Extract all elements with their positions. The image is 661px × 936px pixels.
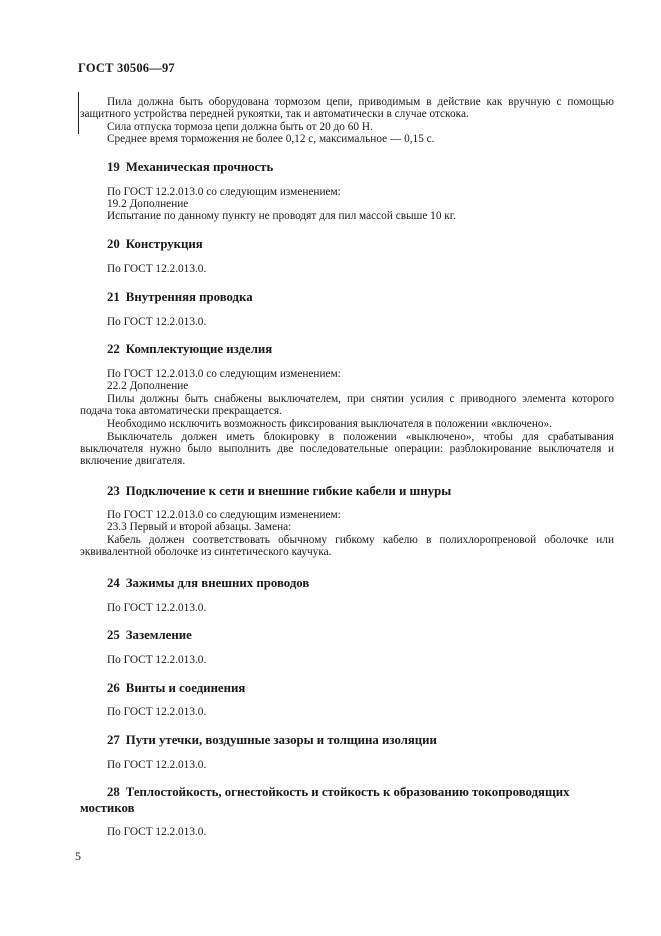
section-text: Кабель должен соответствовать обычному гибкому кабелю в полихлоропреновой оболочке или эквивалентной оболочке из синтетического каучука. [80, 534, 614, 559]
section-title: Пути утечки, воздушные зазоры и толщина изоляции [125, 733, 437, 747]
section-title: Теплостойкость, огнестойкость и стойкость к образованию токопроводящих мостиков [80, 785, 570, 815]
section-text: По ГОСТ 12.2.013.0. [107, 706, 207, 718]
section-heading [107, 681, 245, 696]
document-header: ГОСТ 30506—97 [78, 61, 175, 75]
section-title: Комплектующие изделия [125, 342, 273, 356]
section-title: Подключение к сети и внешние гибкие кабели и шнуры [125, 484, 452, 498]
section-text: 22.2 Дополнение [107, 380, 189, 392]
intro-paragraph: Пила должна быть оборудована тормозом цепи, приводимым в действие как вручную с помощью защитного устройства передней рукоятки, так и автоматически в случае отскока. [80, 96, 614, 121]
section-text: По ГОСТ 12.2.013.0. [107, 759, 207, 771]
section-title: Механическая прочность [125, 160, 274, 174]
section-number: 24 [107, 576, 120, 590]
section-title: Зажимы для внешних проводов [125, 576, 310, 590]
section-heading [107, 733, 437, 748]
section-number: 23 [107, 484, 120, 498]
intro-paragraph: Сила отпуска тормоза цепи должна быть от 20 до 60 Н. [107, 121, 373, 133]
section-text: По ГОСТ 12.2.013.0. [107, 316, 207, 328]
section-number: 27 [107, 733, 120, 747]
change-marker-bar [78, 92, 79, 134]
section-text: По ГОСТ 12.2.013.0. [107, 602, 207, 614]
section-number: 28 [107, 785, 120, 799]
section-number: 21 [107, 290, 120, 304]
page-number: 5 [75, 849, 81, 863]
section-heading [80, 784, 614, 816]
section-heading [107, 484, 451, 499]
section-heading [107, 628, 192, 643]
section-title: Винты и соединения [125, 681, 246, 695]
section-number: 26 [107, 681, 120, 695]
section-text: Испытание по данному пункту не проводят для пил массой свыше 10 кг. [107, 210, 456, 222]
section-heading [107, 290, 253, 305]
section-number: 25 [107, 628, 120, 642]
section-text: Пилы должны быть снабжены выключателем, при снятии усилия с приводного элемента которого подача тока автоматически прекращается. [80, 393, 614, 418]
section-title: Конструкция [125, 237, 203, 251]
intro-paragraph: Среднее время торможения не более 0,12 с, максимальное — 0,15 с. [107, 133, 435, 145]
section-text: По ГОСТ 12.2.013.0 со следующим изменением: [107, 509, 341, 521]
section-text: По ГОСТ 12.2.013.0. [107, 263, 207, 275]
section-text: По ГОСТ 12.2.013.0 со следующим изменением: [107, 186, 341, 198]
section-number: 22 [107, 342, 120, 356]
section-heading [107, 576, 309, 591]
section-text: 19.2 Дополнение [107, 198, 189, 210]
section-text: 23.3 Первый и второй абзацы. Замена: [107, 521, 292, 533]
section-number: 20 [107, 237, 120, 251]
section-text: По ГОСТ 12.2.013.0 со следующим изменением: [107, 368, 341, 380]
section-text: Выключатель должен иметь блокировку в положении «выключено», чтобы для срабатывания выключателя нужно было выполнить две последовательные операции: разблокирование выключателя и включение двигателя. [80, 431, 614, 468]
section-title: Заземление [125, 628, 192, 642]
section-text: По ГОСТ 12.2.013.0. [107, 826, 207, 838]
section-number: 19 [107, 160, 120, 174]
section-text: По ГОСТ 12.2.013.0. [107, 654, 207, 666]
section-title: Внутренняя проводка [125, 290, 253, 304]
section-heading [107, 237, 203, 252]
section-heading [107, 342, 272, 357]
section-heading [107, 160, 273, 175]
section-text: Необходимо исключить возможность фиксирования выключателя в положении «включено». [107, 418, 552, 430]
